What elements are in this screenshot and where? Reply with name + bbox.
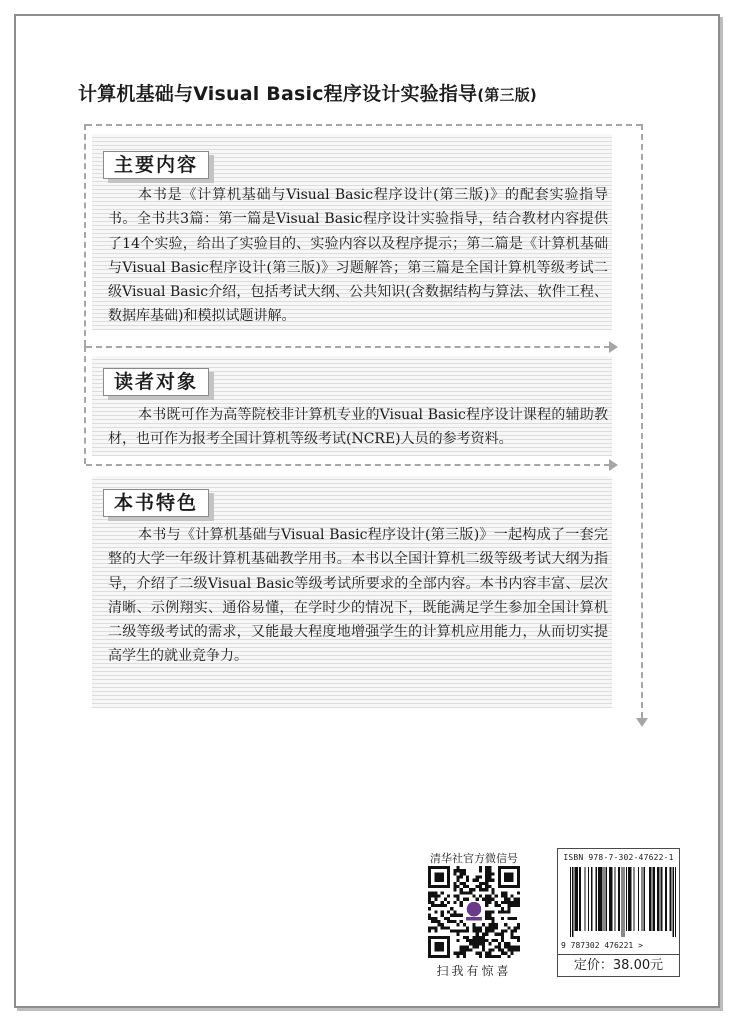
section-body-audience: 本书既可作为高等院校非计算机专业的Visual Basic程序设计课程的辅助教材，也可作为报考全国计算机等级考试(NCRE)人员的参考资料。 — [108, 407, 608, 448]
section-body-main-content: 本书是《计算机基础与Visual Basic程序设计(第三版)》的配套实验指导书。全书共3篇：第一篇是Visual Basic程序设计实验指导，结合教材内容提供了14个实验，给出了实验目的、实验内容以及程序提示；第二篇是《计算机基础与Visual Basic程序设计(第三版)》习题解答；第三篇是全国计算机等级考试二级Visual Basic介绍，包括考试大纲、公共知识(含数据结构与算法、软件工程、数据库基础)和模拟试题讲解。 — [108, 187, 608, 325]
flow-line-left-1 — [84, 124, 86, 346]
section-body-features: 本书与《计算机基础与Visual Basic程序设计(第三版)》一起构成了一套完整的大学一年级计算机基础教学用书。本书以全国计算机二级等级考试大纲为指导，介绍了二级Visual Basic等级考试所要求的全部内容。本书内容丰富、层次清晰、示例翔实、通俗易懂，在学时少的情况下，既能满足学生参加全国计算机二级等级考试的需求，又能最大程度地增强学生的计算机应用能力，从而切实提高学生的就业竞争力。 — [108, 527, 608, 665]
section-heading-audience: 读者对象 — [103, 368, 209, 396]
book-title-main: 计算机基础与Visual Basic程序设计实验指导 — [78, 83, 478, 105]
flow-line-right — [641, 124, 643, 718]
isbn-text: ISBN 978-7-302-47622-1 — [563, 853, 674, 862]
tsinghua-press-logo-icon — [467, 902, 482, 917]
flow-arrow-right-2 — [609, 459, 618, 471]
book-title — [78, 79, 638, 106]
section-heading-features: 本书特色 — [103, 489, 209, 517]
isbn-barcode — [570, 867, 676, 937]
book-title-edition: (第三版) — [477, 86, 537, 104]
isbn-barcode-box — [557, 848, 680, 955]
wechat-qr-code — [428, 866, 520, 958]
flow-arrow-down — [636, 718, 648, 727]
section-heading-main-content: 主要内容 — [103, 151, 209, 179]
flow-arrow-right-1 — [609, 341, 618, 353]
qr-footer: 扫我有惊喜 — [436, 964, 512, 978]
qr-caption: 清华社官方微信号 — [430, 852, 518, 865]
isbn-digits: 9 787302 476221 > — [561, 941, 643, 950]
price-label: 定价：38.00元 — [557, 955, 680, 977]
flow-line-mid-1 — [86, 346, 610, 348]
flow-line-left-2 — [84, 346, 86, 464]
flow-line-mid-2 — [86, 464, 610, 466]
flow-line-top — [86, 124, 642, 126]
